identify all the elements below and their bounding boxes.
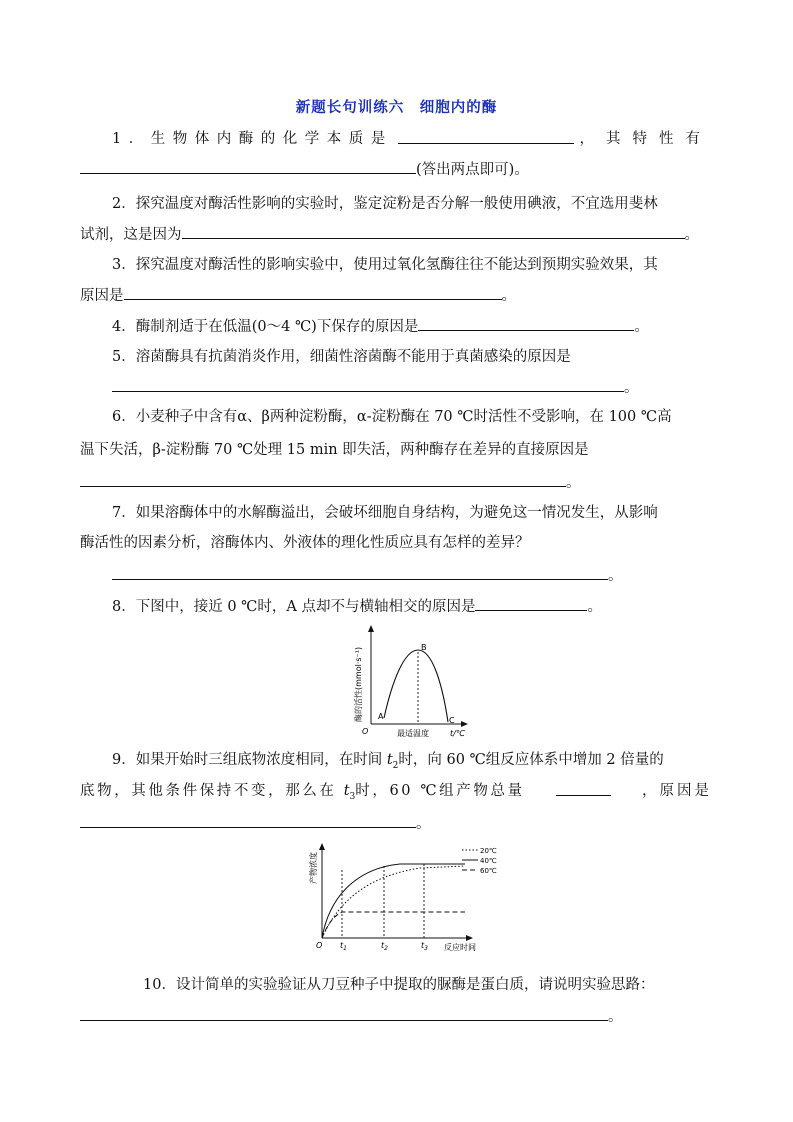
- q9-text-b1: 底物，其他条件保持不变，那么在: [80, 783, 344, 799]
- t2-label: $t_2$: [381, 941, 388, 952]
- question-9-line-1: [112, 750, 664, 776]
- q10-blank[interactable]: [80, 1006, 608, 1021]
- q6-text-c: 。: [566, 475, 581, 491]
- t3-label: $t_3$: [421, 941, 428, 952]
- question-6-line-2: 温下失活，β-淀粉酶 70 ℃处理 15 min 即失活，两种酶存在差异的直接原因是: [80, 442, 589, 458]
- q3-blank[interactable]: [124, 285, 502, 300]
- q8-text-b: 。: [587, 599, 602, 615]
- q2-text-c: 。: [684, 227, 699, 243]
- question-1-line-2: [80, 159, 529, 180]
- question-3-line-2: [80, 285, 516, 306]
- q1-text-c: (答出两点即可)。: [416, 162, 529, 178]
- point-c-label: C: [449, 716, 455, 725]
- q2-blank[interactable]: [182, 224, 685, 239]
- q9-t3: t: [343, 783, 350, 799]
- page-title: 新题长句训练六 细胞内的酶: [295, 100, 498, 116]
- q7-blank[interactable]: [112, 565, 608, 580]
- origin-label: O: [362, 727, 369, 736]
- q5-text-b: 。: [624, 380, 639, 396]
- q10-text-b: 。: [608, 1009, 623, 1025]
- question-3-line-1: 3．探究温度对酶活性的影响实验中，使用过氧化氢酶往往不能达到预期实验效果，其: [112, 257, 658, 273]
- question-7-line-1: 7．如果溶酶体中的水解酶溢出，会破坏细胞自身结构，为避免这一情况发生，从影响: [112, 505, 658, 521]
- t1-label: $t_1$: [340, 941, 347, 952]
- question-8-line: [112, 596, 602, 617]
- q9-t3-sub: 3: [349, 791, 356, 802]
- q4-text-a: 4．酶制剂适于在低温(0～4 ℃)下保存的原因是: [112, 319, 419, 335]
- curve-20c: [322, 866, 465, 938]
- question-2-line-2: [80, 224, 699, 245]
- question-5-line-2: [112, 377, 639, 398]
- q9-text-c: 。: [416, 816, 431, 832]
- q8-text-a: 8．下图中，接近 0 ℃时，A 点却不与横轴相交的原因是: [112, 599, 476, 615]
- point-b-label: B: [421, 643, 427, 652]
- x-unit-label: t/℃: [450, 729, 465, 738]
- y-axis-label: 酶的活性(mmol·s⁻¹): [354, 646, 363, 722]
- question-4-line: [112, 316, 649, 337]
- q9-text-b2: 时，60 ℃组产物总量: [355, 783, 525, 799]
- q4-blank[interactable]: [418, 316, 634, 331]
- point-a-label: A: [378, 712, 384, 721]
- figure-enzyme-activity: [340, 622, 475, 740]
- x-axis-arrow: [461, 721, 468, 727]
- question-1-line-1: [112, 129, 712, 149]
- x-axis-arrow: [466, 935, 473, 941]
- question-9-line-3: [80, 813, 431, 834]
- origin-label: O: [316, 941, 323, 950]
- question-9-line-2: [80, 781, 712, 807]
- q5-blank[interactable]: [112, 377, 624, 392]
- q9-blank-2[interactable]: [80, 813, 416, 828]
- q3-text-c: 。: [501, 288, 516, 304]
- q9-text-a2: 时，向 60 ℃组反应体系中增加 2 倍量的: [398, 752, 664, 768]
- curve-40c: [322, 864, 465, 938]
- question-10-line-2: [80, 1006, 623, 1027]
- q9-text-b3: ，原因是: [641, 783, 712, 799]
- q8-blank[interactable]: [475, 596, 587, 611]
- y-axis-label: 产物浓度: [309, 852, 318, 884]
- q9-blank-1[interactable]: [556, 781, 611, 796]
- curve-60c: [322, 912, 465, 938]
- legend: [462, 847, 497, 875]
- q2-text-b: 试剂，这是因为: [80, 227, 182, 243]
- question-7-line-3: [112, 565, 623, 586]
- q1-blank-2[interactable]: [80, 159, 416, 174]
- q1-blank-1[interactable]: [398, 129, 574, 144]
- question-7-line-2: 酶活性的因素分析，溶酶体内、外液体的理化性质应具有怎样的差异？: [80, 535, 530, 551]
- question-5-line-1: 5．溶菌酶具有抗菌消炎作用，细菌性溶菌酶不能用于真菌感染的原因是: [112, 349, 571, 365]
- activity-curve: [384, 650, 448, 722]
- figure-product-concentration: [300, 838, 500, 956]
- q1-text-b: ，其特性有: [579, 131, 712, 147]
- question-6-line-1: 6．小麦种子中含有α、β两种淀粉酶，α-淀粉酶在 70 ℃时活性不受影响，在 100 ℃高: [112, 409, 672, 425]
- q9-t2: t: [386, 752, 393, 768]
- x-axis-label: 反应时间: [444, 943, 476, 952]
- question-2-line-1: 2．探究温度对酶活性影响的实验时，鉴定淀粉是否分解一般使用碘液，不宜选用斐林: [112, 196, 658, 212]
- q7-text-c: 。: [608, 568, 623, 584]
- legend-label-60c: 60℃: [480, 867, 497, 875]
- y-axis-arrow: [319, 843, 325, 850]
- question-10-line-1: 10．设计简单的实验验证从刀豆种子中提取的脲酶是蛋白质，请说明实验思路：: [143, 977, 655, 993]
- legend-label-20c: 20℃: [480, 847, 497, 855]
- q9-text-a1: 9．如果开始时三组底物浓度相同，在时间: [112, 752, 387, 768]
- y-axis-arrow: [368, 625, 374, 632]
- q6-blank[interactable]: [80, 472, 566, 487]
- question-6-line-3: [80, 472, 581, 493]
- q3-text-b: 原因是: [80, 288, 124, 304]
- q4-text-b: 。: [634, 319, 649, 335]
- legend-label-40c: 40℃: [480, 857, 497, 865]
- x-axis-label: 最适温度: [397, 729, 429, 738]
- q9-text-b1-wrap: [80, 781, 525, 807]
- q9-t2-sub: 2: [392, 760, 399, 771]
- q1-text-a: 1．生物体内酶的化学本质是: [112, 131, 393, 147]
